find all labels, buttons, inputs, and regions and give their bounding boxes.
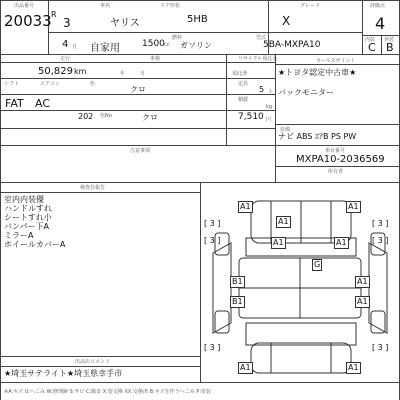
body-type: 5HB (187, 14, 208, 25)
inspection-month-unit: 月 (140, 71, 146, 77)
month-unit: 月 (72, 44, 78, 50)
grade-mark: [ 3 ] (372, 236, 389, 245)
damage-mark: G (314, 260, 321, 269)
shift: FAT (5, 97, 24, 110)
inspector-line: バンパー下A (4, 222, 49, 231)
equipment: ナビ ABS ｴｱB PS PW (278, 132, 357, 141)
load-label: 積載 (238, 97, 249, 103)
damage-mark: A1 (240, 202, 251, 211)
mileage-value: 50,829 (38, 66, 73, 77)
reiwa-mark: R (51, 10, 57, 19)
model-name: ヤリス (110, 18, 140, 29)
recycle-unit: 円 (266, 117, 272, 123)
interior-grade: C (368, 41, 376, 54)
damage-mark: A1 (336, 238, 347, 247)
damage-mark: A1 (273, 238, 284, 247)
equipment-label: 装備 (280, 127, 291, 133)
deposit-label: 預託済 (232, 71, 248, 77)
exterior-label: 外装 (384, 37, 395, 43)
damage-mark: A1 (357, 297, 368, 306)
exterior-grade: B (386, 41, 394, 54)
lot-number: 20033 (4, 12, 52, 30)
inspection-label: 車検 (150, 56, 161, 62)
fuel: ガソリン (180, 41, 212, 50)
damage-mark: B1 (232, 277, 243, 286)
footer-legend: ※A:キズ U:へこみ W:修理跡 S:サビ C:腐食 X:要交換 XX:交換済 B:キズを伴うへこみ P:塗装 (4, 389, 211, 395)
inspection-year-unit: 年 (120, 71, 126, 77)
exhibitor-comment: ★埼玉サテライト★埼玉県幸手市 (4, 369, 123, 378)
color-code: 202 (78, 112, 94, 121)
overall-score: 4 (375, 14, 386, 33)
inspector-line: 室内内装優 (4, 195, 44, 204)
model-year: 3 (63, 16, 71, 30)
notes-title: 注意事項 (130, 148, 151, 154)
grade-mark: [ 3 ] (204, 343, 221, 352)
maker-label: 車名 (100, 3, 111, 9)
recycle-label: リサイクル預託金 (238, 56, 278, 62)
grade-mark: [ 3 ] (204, 219, 221, 228)
selling-point-1: ★トヨタ認定中古車★ (278, 68, 357, 77)
capacity: 5 (259, 85, 265, 94)
shift-label: シフト (4, 81, 20, 87)
displacement-unit: cc (164, 42, 170, 48)
air-conditioning: AC (35, 97, 51, 110)
inspector-notes (4, 195, 65, 249)
color: クロ (130, 85, 146, 94)
mileage-label: 走行 (60, 56, 71, 62)
grade-mark: [ 3 ] (372, 219, 389, 228)
owner-label: 所有者 (328, 169, 344, 175)
grade: X (282, 14, 291, 28)
inspector-line: ホイールカバーA (4, 240, 66, 249)
chassis-number: MXPA10-2036569 (296, 154, 385, 165)
type-label: 型式 (256, 35, 267, 41)
inspector-line: シートすれ小 (4, 213, 52, 222)
mileage-unit: km (74, 67, 87, 76)
capacity-label: 定員 (238, 81, 249, 87)
exhibitor-title: 出品店コメント (75, 359, 111, 365)
inspector-title: 検査員報告 (80, 185, 106, 191)
chassis-label: 車台番号 (325, 148, 346, 154)
ac-label: エアコン (40, 81, 60, 87)
inspector-line: ハンドルすれ (4, 204, 52, 213)
load-unit: kg (266, 104, 273, 110)
grade-mark: [ 3 ] (204, 236, 221, 245)
lot-number-label: 出品番号 (14, 3, 35, 9)
displacement: 1500 (142, 39, 165, 49)
model-code: 5BA-MXPA10 (263, 40, 321, 50)
selling-point-2: バックモニター (278, 88, 334, 97)
doors-label: ドア形状 (160, 3, 180, 9)
inspector-line: ミラーA (4, 231, 34, 240)
grade-label: グレード (300, 3, 321, 9)
damage-mark: A1 (240, 363, 251, 372)
color-no-label: 色No (100, 113, 112, 119)
recycle-amount: 7,510 (238, 112, 264, 122)
damage-mark: A1 (278, 217, 289, 226)
month-value: 4 (62, 39, 69, 50)
color-label: 色 (90, 81, 96, 87)
usage: 自家用 (90, 43, 120, 54)
damage-mark: B1 (232, 297, 243, 306)
color-code-color: クロ (142, 113, 158, 122)
fuel-label: 燃料 (172, 35, 183, 41)
capacity-unit: 人 (268, 89, 274, 95)
interior-label: 内装 (365, 37, 376, 43)
selling-points-title: セールスポイント (316, 58, 356, 64)
damage-mark: A1 (357, 277, 368, 286)
damage-mark: A1 (348, 363, 359, 372)
score-label: 評価点 (370, 3, 386, 9)
damage-mark: A1 (348, 202, 359, 211)
grade-mark: [ 3 ] (372, 343, 389, 352)
